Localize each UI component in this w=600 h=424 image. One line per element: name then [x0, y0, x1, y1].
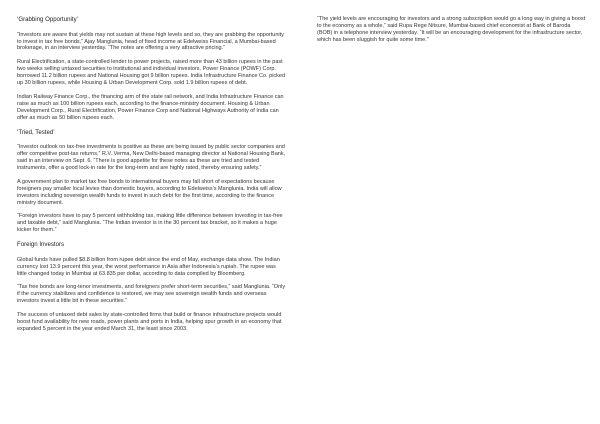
- paragraph-manglunia-quote: “Investors are aware that yields may not sustain at these high levels and so, they are grabbing the opportunity to invest in tax free bonds,” Ajay Manglunia, head of fixed income at Edelweiss Financial, a Mumbai-based brokerage, in an interview yesterday. “The notes are offering a very attractive pricing.”: [17, 31, 284, 52]
- section-heading-grabbing-opportunity: ‘Grabbing Opportunity’: [17, 16, 78, 23]
- right-page: [300, 0, 600, 424]
- paragraph-yield-levels: “The yield levels are encouraging for investors and a strong subscription would go a long way in giving a boost to the economy as a whole,” said Rupa Rege Nitsure, Mumbai-based chief economist at Bank of Baroda (BOB) in a telephone interview yesterday. “It will be an encouraging development for the infrastructure sector, which has been sluggish for quite some time.”: [317, 16, 586, 43]
- paragraph-withholding-tax: “Foreign investors have to pay 5 percent withholding tax, making little difference between investing in tax-free and taxable debt,” said Manglunia. “The Indian investor is in the 30 percent tax bracket, so it makes a huge kicker for them.”: [17, 213, 283, 234]
- paragraph-success-untaxed-debt: The success of untaxed debt sales by state-controlled firms that build or finance infrastructure projects would boost fund availability for new roads, power plants and ports in India, helping spur growth in an economy that expanded 5 percent in the year ended March 31, the least since 2003.: [17, 312, 282, 332]
- section-heading-foreign-investors: Foreign Investors: [17, 241, 65, 249]
- paragraph-government-plan: A government plan to market tax free bonds to international buyers may fall short of expectations because foreigners pay smaller local levies than domestic buyers, according to Edelweiss’s Manglunia. India will allow investors including sovereign wealth funds to invest in such debt for the first time, according to the finance ministry document.: [17, 178, 282, 206]
- section-heading-tried-tested: ‘Tried, Tested’: [17, 128, 55, 136]
- paragraph-global-funds: Global funds have pulled $8.8 billion from rupee debt since the end of May, exchange data show. The Indian currency lost 13.9 percent this year, the worst performance in Asia after Indonesia’s rupiah. The rupee was little changed today in Mumbai at 63.835 per dollar, according to data compiled by Bloomberg.: [17, 256, 280, 277]
- paragraph-railway-finance: Indian Railway Finance Corp., the financing arm of the state rail network, and India Infrastructure Finance can raise as much as 100 billion rupees each, according to the finance-ministry document. Housing & Urban Development Corp., Rural Electrification, Power Finance Corp and National Highways Authority of India can offer as much as 50 billion rupees each.: [17, 93, 284, 121]
- paragraph-investor-outlook: “Investor outlook on tax-free investments is positive as these are being issued by public sector companies and offer competitive post-tax returns,” R.V. Verma, New Delhi-based managing director at National Housing Bank, said in an interview on Sept. 6. “There is good appetite for these notes as these are tried and tested instruments, offer a good lock-in rate for the long-term and are highly rated, thereby ensuring safety.”: [17, 144, 286, 171]
- paragraph-long-tenor: “Tax free bonds are long-tenor investments, and foreigners prefer short-term securities,” said Manglunia. “Only if the currency stabilizes and confidence is restored, we may see sovereign wealth funds and overseas investors invest a little bit in these securities.”: [17, 284, 286, 305]
- paragraph-rural-electrification: Rural Electrification, a state-controlled lender to power projects, raised more than 43 billion rupees in the past two weeks selling untaxed securities to institutional and individual investors. Power Finance (POWF) Corp. borrowed 11.2 billion rupees and National Housing got 9 billion rupees. India Infrastructure Finance Co. picked up 30 billion rupees, while Housing & Urban Development Corp. sold 1.9 billion rupees of debt.: [17, 59, 286, 87]
